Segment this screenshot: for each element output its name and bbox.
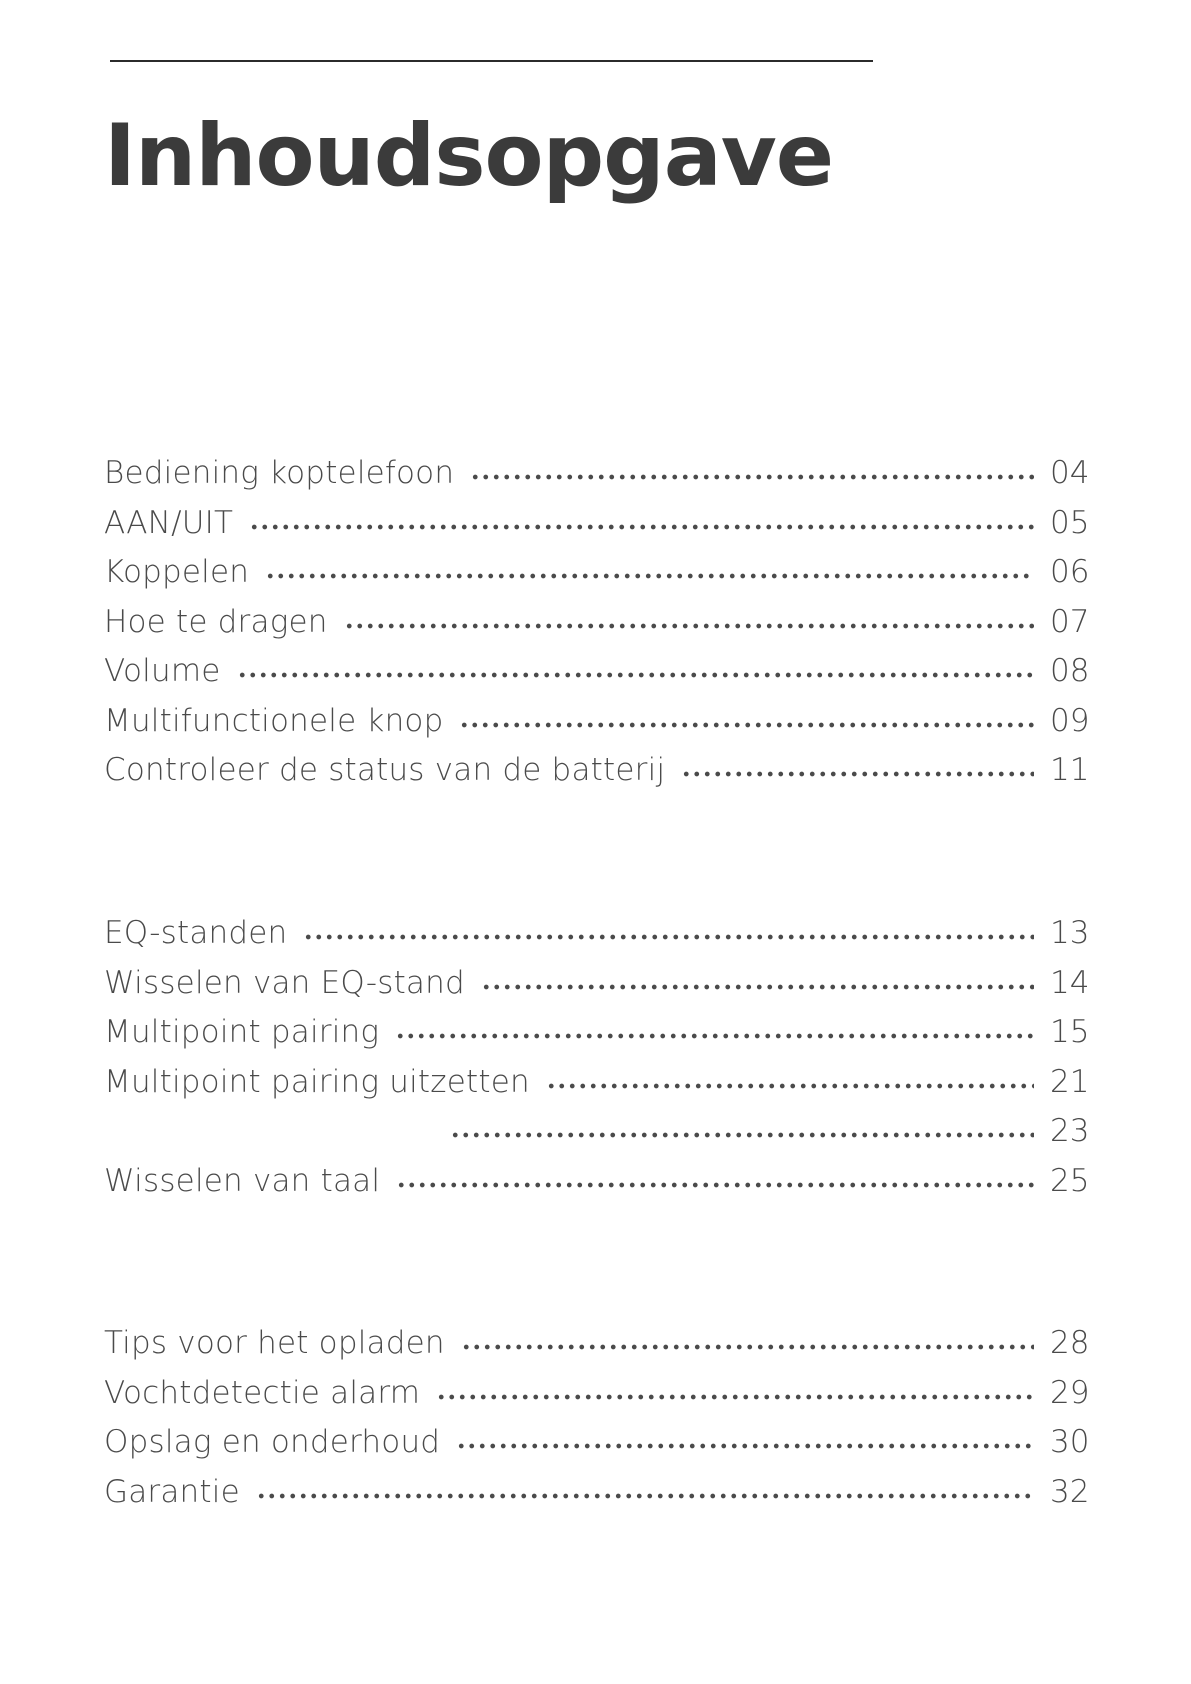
dot-leader (265, 572, 1034, 580)
toc-entry-label: Bediening koptelefoon (104, 455, 455, 491)
dot-leader (303, 933, 1034, 941)
toc-entry-label: Koppelen (104, 554, 250, 590)
toc-entry-label: Garantie (104, 1473, 240, 1510)
toc-page-number: 32 (1050, 1473, 1090, 1510)
dot-leader (461, 1343, 1034, 1351)
toc-entry-label: Volume (104, 653, 221, 689)
toc-entry[interactable] (104, 752, 1088, 802)
toc-page-number: 11 (1050, 752, 1090, 788)
toc-entry[interactable] (104, 1163, 1088, 1213)
dot-leader (681, 770, 1034, 778)
dot-leader (546, 1082, 1034, 1090)
toc-page-number: 05 (1050, 504, 1090, 541)
dot-leader (249, 523, 1034, 531)
dot-leader (436, 1393, 1034, 1401)
toc-entry[interactable] (104, 505, 1088, 555)
top-divider (110, 60, 873, 62)
dot-leader (459, 721, 1034, 729)
toc-entry-label: Hoe te dragen (104, 603, 328, 640)
dot-leader (470, 473, 1034, 481)
toc-page-number: 25 (1050, 1162, 1090, 1199)
toc-entry[interactable] (104, 1375, 1088, 1425)
toc-page-number: 06 (1050, 554, 1090, 590)
toc-entry[interactable] (104, 965, 1088, 1015)
toc-page-number: 08 (1050, 653, 1090, 689)
dot-leader (237, 671, 1035, 679)
toc-entry-label: Multipoint pairing (104, 1014, 380, 1050)
toc-entry-label: Vochtdetectie alarm (104, 1374, 421, 1411)
toc-entry-label: Multifunctionele knop (104, 702, 444, 739)
toc-entry[interactable] (104, 703, 1088, 753)
toc-page-number: 15 (1050, 1014, 1090, 1050)
toc-entry-label: Wisselen van taal (104, 1162, 381, 1199)
toc-entry-label: EQ-standen (104, 915, 288, 951)
toc-entry-label: Opslag en onderhoud (104, 1424, 441, 1460)
toc-entry[interactable] (104, 653, 1088, 703)
dot-leader (344, 622, 1034, 630)
dot-leader (456, 1442, 1034, 1450)
toc-entry-label: Controleer de status van de batterij (104, 752, 666, 788)
toc-entry-label: AAN/UIT (104, 504, 234, 541)
toc-entry[interactable] (104, 455, 1088, 505)
toc-entry[interactable] (104, 1474, 1088, 1524)
page-title: Inhoudsopgave (104, 106, 834, 206)
toc-entry-label: Wisselen van EQ-stand (104, 964, 465, 1001)
toc-page-number: 07 (1050, 603, 1090, 640)
toc-entry[interactable] (104, 604, 1088, 654)
toc-page-number: 21 (1050, 1063, 1090, 1100)
toc-page-number: 14 (1050, 964, 1090, 1001)
toc-entry-label: Multipoint pairing uitzetten (104, 1063, 530, 1100)
toc-page-number: 04 (1050, 455, 1090, 491)
toc-section-1 (104, 455, 1088, 802)
toc-section-3 (104, 1325, 1088, 1523)
toc-entry[interactable] (104, 1014, 1088, 1064)
toc-entry[interactable] (104, 1424, 1088, 1474)
toc-section-2 (104, 915, 1088, 1212)
dot-leader (395, 1032, 1034, 1040)
toc-entry[interactable] (104, 915, 1088, 965)
toc-page-number: 09 (1050, 702, 1090, 739)
toc-entry-label: Tips voor het opladen (104, 1325, 445, 1361)
toc-page-number: 29 (1050, 1374, 1090, 1411)
toc-entry[interactable] (104, 554, 1088, 604)
toc-entry[interactable] (104, 1064, 1088, 1114)
toc-entry[interactable] (104, 1325, 1088, 1375)
toc-entry[interactable] (104, 1113, 1088, 1163)
dot-leader (481, 983, 1034, 991)
dot-leader (450, 1131, 1034, 1139)
toc-page-number: 28 (1050, 1325, 1090, 1361)
toc-page-number: 23 (1050, 1113, 1090, 1149)
toc-page-number: 30 (1050, 1424, 1090, 1460)
dot-leader (256, 1492, 1034, 1500)
toc-page-number: 13 (1050, 915, 1090, 951)
dot-leader (396, 1181, 1034, 1189)
